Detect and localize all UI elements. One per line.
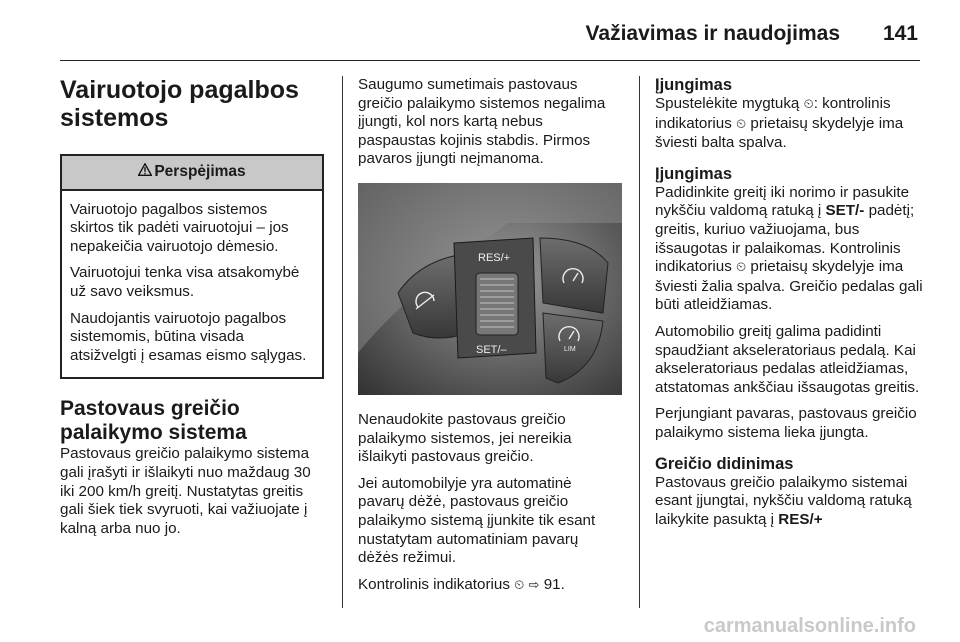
column-divider-2	[639, 76, 640, 608]
paragraph-accelerate: Automobilio greitį galima padidinti spaudžiant akseleratoriaus pedalą. Kai akseleratoriaus pedalas atleidžiamas, atstatomas ankščiau išsaugotas greitis.	[655, 322, 920, 396]
warning-paragraph: Vairuotojo pagalbos sistemos skirtos tik padėti vairuotojui – jos nepakeičia vairuotojo dėmesio.	[70, 200, 289, 255]
header-rule	[60, 60, 920, 61]
paragraph-automatic: Jei automobilyje yra automatinė pavarų dėžė, pastovaus greičio palaikymo sistemą įjunkite tik esant nustatytam automatiniam pavarų dėžės režimui.	[358, 474, 596, 567]
text-run: Pastovaus greičio palaikymo sistemai esant įjungtai, nykščiu valdomą ratuką laikykite pasuktą į	[655, 473, 912, 528]
paragraph-set-speed	[655, 184, 923, 315]
warning-paragraph: Naudojantis vairuotojo pagalbos sistemomis, būtina visada atsižvelgti į esamas eismo sąlygas.	[70, 309, 307, 364]
set-label: SET/-	[825, 202, 865, 220]
set-label: SET/–	[476, 343, 507, 356]
subheading-increase-speed: Greičio didinimas	[655, 454, 794, 473]
subheading-activation-2: Įjungimas	[655, 164, 733, 183]
paragraph-usage: Nenaudokite pastovaus greičio palaikymo sistemos, jei nereikia išlaikyti pastovaus greičio.	[358, 410, 572, 466]
paragraph-safety: Saugumo sumetimais pastovaus greičio palaikymo sistemos negalima įjungti, kol nors kartą nebus paspaustas kojinis stabdis. Pirmos pavaros įjungti neįmanoma.	[358, 76, 606, 168]
cruise-button-icon: ⏲	[803, 97, 814, 112]
paragraph-increase	[655, 474, 923, 530]
watermark: carmanualsonline.info	[703, 615, 916, 637]
paragraph-activation	[655, 95, 923, 153]
page-reference-arrow-icon: ⇨	[528, 577, 540, 593]
lim-label: LIM	[564, 345, 576, 353]
paragraph-indicator-ref	[358, 576, 622, 596]
indicator-ref-text: Kontrolinis indikatorius	[358, 575, 515, 593]
text-run: padėtį; greitis, kuriuo važiuojama, bus išsaugotas ir palaikomas. Kontrolinis indikatorius	[655, 202, 915, 276]
cruise-control-intro: Pastovaus greičio palaikymo sistema gali įrašyti ir išlaikyti nuo maždaug 30 iki 200 km/h greitį. Nustatytas greitis gali šiek tiek svyruoti, kai važiuojate į kalną arba nuo jo.	[60, 445, 311, 537]
section-heading-cruise-control: Pastovaus greičio palaikymo sistema	[60, 397, 247, 445]
res-label: RES/+	[778, 510, 823, 528]
running-title: Važiavimas ir naudojimas	[585, 22, 840, 45]
column-3	[655, 76, 923, 537]
column-divider-1	[342, 76, 343, 608]
text-run: : kontrolinis indikatorius	[655, 95, 891, 132]
cruise-indicator-icon: ⏲	[514, 577, 525, 593]
text-run: Padidinkite greitį iki norimo ir pasukite nykščiu valdomą ratuką į	[655, 183, 910, 220]
text-run: prietaisų skydelyje ima šviesti balta spalva.	[655, 114, 904, 152]
cruise-indicator-icon: ⏲	[736, 260, 747, 276]
warning-header	[62, 156, 322, 191]
warning-triangle-icon	[138, 162, 152, 181]
section-heading-driver-assistance: Vairuotojo pagalbos sistemos	[60, 76, 299, 132]
paragraph-shift: Perjungiant pavaras, pastovaus greičio palaikymo sistema lieka įjungta.	[655, 405, 917, 441]
text-run: Spustelėkite mygtuką	[655, 95, 804, 112]
page-header	[0, 0, 960, 58]
warning-body	[62, 191, 322, 378]
page-number: 141	[882, 22, 918, 45]
subheading-activation: Įjungimas	[655, 76, 733, 94]
column-2	[358, 76, 622, 603]
column-1	[60, 76, 324, 546]
text-run: prietaisų skydelyje ima šviesti žalia spalva. Greičio pedalas gali būti atleidžiamas.	[655, 258, 923, 314]
warning-paragraph: Vairuotojui tenka visa atsakomybė už savo veiksmus.	[70, 264, 300, 300]
warning-box	[60, 154, 324, 379]
cruise-indicator-icon: ⏲	[736, 116, 747, 132]
res-label: RES/+	[478, 251, 511, 264]
page-ref[interactable]: 91.	[543, 575, 565, 593]
warning-title: Perspėjimas	[154, 163, 246, 180]
steering-wheel-controls-image	[358, 183, 622, 395]
